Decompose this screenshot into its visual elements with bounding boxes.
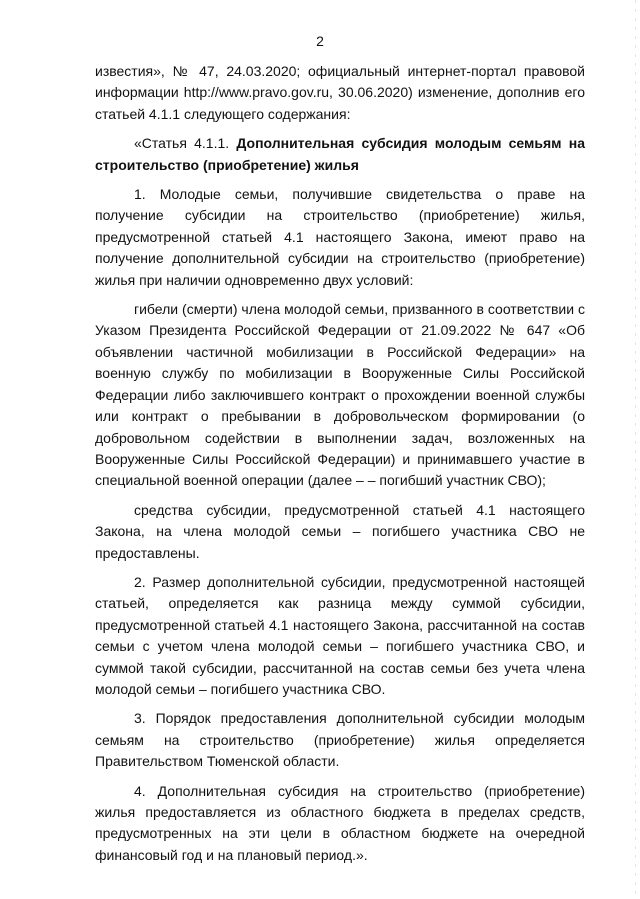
article-title: Дополнительная субсидия молодым семьям на строительство (приобретение) жилья	[95, 135, 585, 173]
clause-3-paragraph: 3. Порядок предоставления дополнительной субсидии молодым семьям на строительство (приобретение) жилья определяется Правительством Тюменской области.	[95, 710, 585, 770]
clause-1-paragraph: 1. Молодые семьи, получившие свидетельства о праве на получение субсидии на строительство (приобретение) жилья, предусмотренной статьей 4.1 настоящего Закона, имеют право на получение дополнительной субсидии на строительство (приобретение) жилья при наличии одновременно двух условий:	[95, 186, 585, 288]
condition-1-paragraph: гибели (смерти) члена молодой семьи, призванного в соответствии с Указом Президента Российской Федерации от 21.09.2022 № 647 «Об объявлении частичной мобилизации в Российской Федерации» на военную службу по мобилизации в Вооруженные Силы Российской Федерации либо заключившего контракт о прохождении военной службы или контракт о пребывании в добровольческом формировании (о добровольном содействии в выполнении задач, возложенных на Вооруженные Силы Российской Федерации) и принимавшего участие в специальной военной операции (далее – – погибший участник СВО);	[95, 301, 585, 489]
document-body	[95, 61, 585, 866]
clause-2-paragraph: 2. Размер дополнительной субсидии, предусмотренной настоящей статьей, определяется как разница между суммой субсидии, предусмотренной статьей 4.1 настоящего Закона, рассчитанной на состав семьи с учетом члена молодой семьи – погибшего участника СВО, и суммой такой субсидии, рассчитанной на состав семьи без учета члена молодой семьи – погибшего участника СВО.	[95, 573, 585, 697]
article-heading	[95, 133, 585, 176]
intro-paragraph: известия», № 47, 24.03.2020; официальный интернет-портал правовой информации http://www.pravo.gov.ru, 30.06.2020) изменение, дополнив его статьей 4.1.1 следующего содержания:	[95, 63, 585, 122]
scan-edge-mark	[635, 0, 636, 899]
clause-4-paragraph: 4. Дополнительная субсидия на строительство (приобретение) жилья предоставляется из областного бюджета в пределах средств, предусмотренных на эти цели в областном бюджете на очередной финансовый год и на плановый период.».	[95, 782, 585, 863]
condition-2-paragraph: средства субсидии, предусмотренной статьей 4.1 настоящего Закона, на члена молодой семьи – погибшего участника СВО не предоставлены.	[95, 501, 585, 561]
page-number: 2	[316, 33, 324, 49]
article-prefix: «Статья 4.1.1.	[134, 135, 230, 152]
